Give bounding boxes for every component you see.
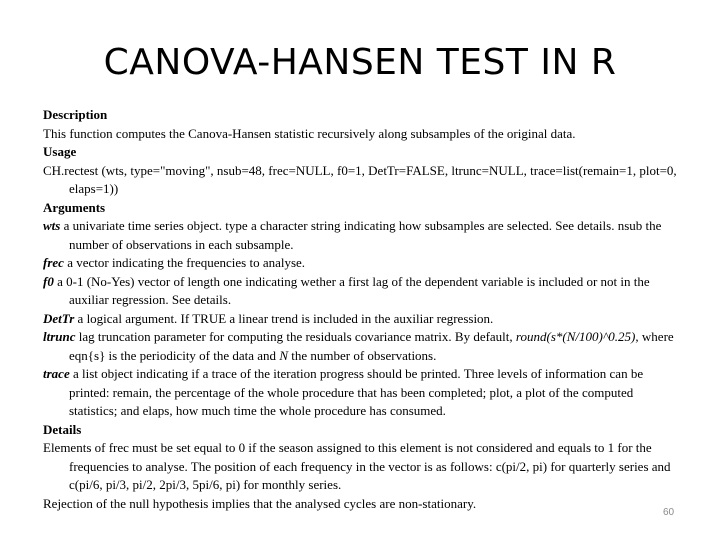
argument-formula-ltrunc: round(s*(N/100)^0.25)	[515, 329, 636, 344]
argument-text-frec: a vector indicating the frequencies to analyse.	[63, 255, 306, 270]
page-number: 60	[663, 507, 675, 518]
argument-name-f0: f0	[43, 273, 54, 289]
argument-f0	[43, 273, 683, 310]
argument-n-symbol: N	[279, 347, 288, 363]
details-paragraph-1: Elements of frec must be set equal to 0 if the season assigned to this element is not considered and equals to 1 for the frequencies to analyse. The position of each frequency in the vector is as follows: c(pi/2, pi) for quarterly series and c(pi/6, pi/3, pi/2, 2pi/3, 5pi/6, pi) for monthly series.	[43, 440, 671, 492]
argument-ltrunc	[43, 328, 683, 365]
argument-text-trace: a list object indicating if a trace of the iteration progress should be printed. Three levels of information can be printed: remain, the percentage of the whole procedure that has been completed; plot, a plot of the computed statistics; and elaps, how much time the whole procedure has consumed.	[69, 366, 644, 418]
argument-text-ltrunc-after: the number of observations.	[287, 347, 437, 363]
argument-name-trace: trace	[43, 366, 70, 381]
description-text: This function computes the Canova-Hansen statistic recursively along subsamples of the original data.	[43, 125, 576, 141]
arguments-heading: Arguments	[43, 199, 106, 215]
description-heading: Description	[43, 107, 108, 122]
argument-text-dettr: a logical argument. If TRUE a linear trend is included in the auxiliar regression.	[74, 310, 494, 326]
slide-body	[43, 106, 683, 513]
details-paragraph-2: Rejection of the null hypothesis implies that the analysed cycles are non-stationary.	[43, 495, 477, 511]
argument-text-wts: a univariate time series object. type a character string indicating how subsamples are selected. See details. nsub the number of observations in each subsample.	[60, 218, 662, 252]
argument-frec	[43, 254, 683, 273]
argument-trace	[43, 365, 683, 421]
argument-text-ltrunc-before: lag truncation parameter for computing the residuals covariance matrix. By default,	[75, 329, 516, 344]
usage-heading: Usage	[43, 144, 77, 159]
argument-name-wts: wts	[43, 218, 61, 233]
argument-dettr	[43, 310, 683, 329]
argument-text-f0: a 0-1 (No-Yes) vector of length one indicating wether a first lag of the dependent variable is included or not in the auxiliar regression. See details.	[53, 273, 650, 307]
argument-name-ltrunc: ltrunc	[43, 329, 76, 344]
usage-text: CH.rectest (wts, type="moving", nsub=48, frec=NULL, f0=1, DetTr=FALSE, ltrunc=NULL, trace=list(remain=1, plot=0, elaps=1))	[43, 162, 677, 196]
argument-wts	[43, 217, 683, 254]
details-heading: Details	[43, 421, 82, 437]
argument-text-ltrunc-middle: , where eqn{s} is the periodicity of the data and	[69, 329, 674, 363]
slide-title: CANOVA-HANSEN TEST IN R	[103, 42, 617, 83]
argument-name-frec: frec	[43, 255, 64, 270]
argument-name-dettr: DetTr	[43, 310, 75, 326]
